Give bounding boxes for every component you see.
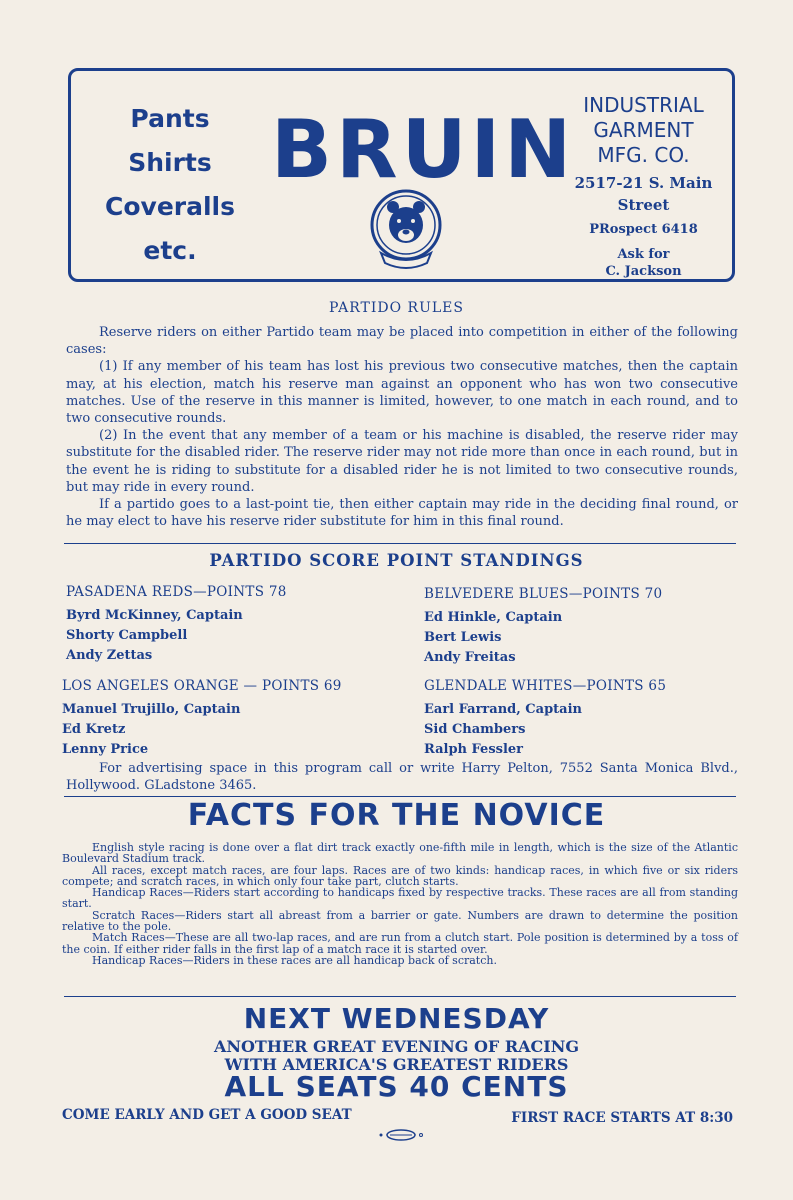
seat-price: ALL SEATS 40 CENTS [224,1070,569,1103]
team-name: GLENDALE WHITES—POINTS 65 [424,678,667,694]
novice-paragraph: All races, except match races, are four laps. Races are of two kinds: handicap races, in which five or six riders compete; and scratch races, in which only four take part, clutch starts. [62,863,738,888]
come-early-text: COME EARLY AND GET A GOOD SEAT [62,1107,352,1123]
union-label-icon [376,1128,426,1142]
rules-paragraph: (1) If any member of his team has lost his previous two consecutive matches, then the captain may, at his election, match his reserve man against an opponent who has won two consecutive matches. Use of the reserve in this manner is limited, however, to one match in each round, and to two consecutive rounds. [66,359,738,427]
ask-line: Ask for [617,247,670,262]
novice-paragraph: Scratch Races—Riders start all abreast from a barrier or gate. Numbers are drawn to determine the position relative to the pole. [62,908,738,934]
company-name-line: INDUSTRIAL [583,93,704,117]
novice-paragraph: Handicap Races—Riders in these races are all handicap back of scratch. [92,953,497,967]
novice-facts-text [62,842,738,966]
product-item: Shirts [128,148,212,177]
rider: Earl Farrand, Captain [424,702,582,717]
team-name: PASADENA REDS—POINTS 78 [66,584,287,600]
address-line: Street [617,196,670,214]
section-divider [64,796,736,797]
advertising-notice: For advertising space in this program call or write Harry Pelton, 7552 Santa Monica Blvd., Hollywood. GLadstone 3465. [66,761,738,793]
team-belvedere-blues [424,584,662,668]
next-event-line: WITH AMERICA'S GREATEST RIDERS [224,1055,569,1074]
product-item: Coveralls [105,192,235,221]
section-divider [64,543,736,544]
novice-paragraph: Match Races—These are all two-lap races, and are run from a clutch start. Pole position is determined by a toss of the coin. If either rider falls in the first lap of a match race it is started over. [62,931,738,956]
rider: Andy Freitas [424,650,516,665]
bear-logo-icon [361,183,451,273]
product-item: etc. [143,236,197,265]
rider: Ed Kretz [62,722,126,737]
product-item: Pants [130,104,210,133]
bruin-advertisement [68,68,735,282]
standings-heading: PARTIDO SCORE POINT STANDINGS [209,551,584,570]
partido-rules-heading: PARTIDO RULES [328,300,464,316]
company-info [551,93,736,280]
company-phone: PRospect 6418 [589,222,698,237]
rider: Manuel Trujillo, Captain [62,702,241,717]
company-address [551,172,736,216]
rules-paragraph: Reserve riders on either Partido team may be placed into competition in either of the following cases: [66,325,738,358]
product-list [95,97,245,273]
contact-person [551,246,736,280]
rider: Sid Chambers [424,722,526,737]
brand-name: BRUIN [271,103,576,196]
rider: Lenny Price [62,742,149,757]
team-name: BELVEDERE BLUES—POINTS 70 [424,586,663,602]
team-name: LOS ANGELES ORANGE — POINTS 69 [62,678,342,694]
partido-rules-text [66,324,738,530]
team-pasadena-reds [66,582,287,666]
section-divider [64,996,736,997]
ask-line: C. Jackson [605,264,682,279]
rider: Byrd McKinney, Captain [66,608,243,623]
next-event-heading: NEXT WEDNESDAY [243,1002,550,1035]
rider: Bert Lewis [424,630,502,645]
company-name-line: MFG. CO. [597,143,690,167]
company-name-line: GARMENT [593,118,694,142]
rules-paragraph: If a partido goes to a last-point tie, then either captain may ride in the deciding final round, or he may elect to have his reserve rider substitute for him in this final round. [66,497,738,530]
first-race-time: FIRST RACE STARTS AT 8:30 [511,1110,733,1126]
address-line: 2517-21 S. Main [574,174,713,192]
novice-paragraph: Handicap Races—Riders start according to handicaps fixed by respective tracks. These races are all from standing start. [62,886,738,911]
team-glendale-whites [424,676,666,760]
team-los-angeles-orange [62,676,342,760]
rider: Ralph Fessler [424,742,524,757]
rider: Ed Hinkle, Captain [424,610,563,625]
rules-paragraph: (2) In the event that any member of a team or his machine is disabled, the reserve rider may substitute for the disabled rider. The reserve rider may not ride more than once in each round, but in the event he is riding to substitute for a disabled rider he is not limited to two consecutive rounds, but may ride in every round. [66,428,738,495]
rider: Shorty Campbell [66,628,188,643]
next-event-line: ANOTHER GREAT EVENING OF RACING [213,1037,580,1056]
rider: Andy Zettas [66,648,153,663]
novice-paragraph: English style racing is done over a flat dirt track exactly one-fifth mile in length, which is the size of the Atlantic Boulevard Stadium track. [62,841,738,866]
novice-heading: FACTS FOR THE NOVICE [187,798,606,833]
